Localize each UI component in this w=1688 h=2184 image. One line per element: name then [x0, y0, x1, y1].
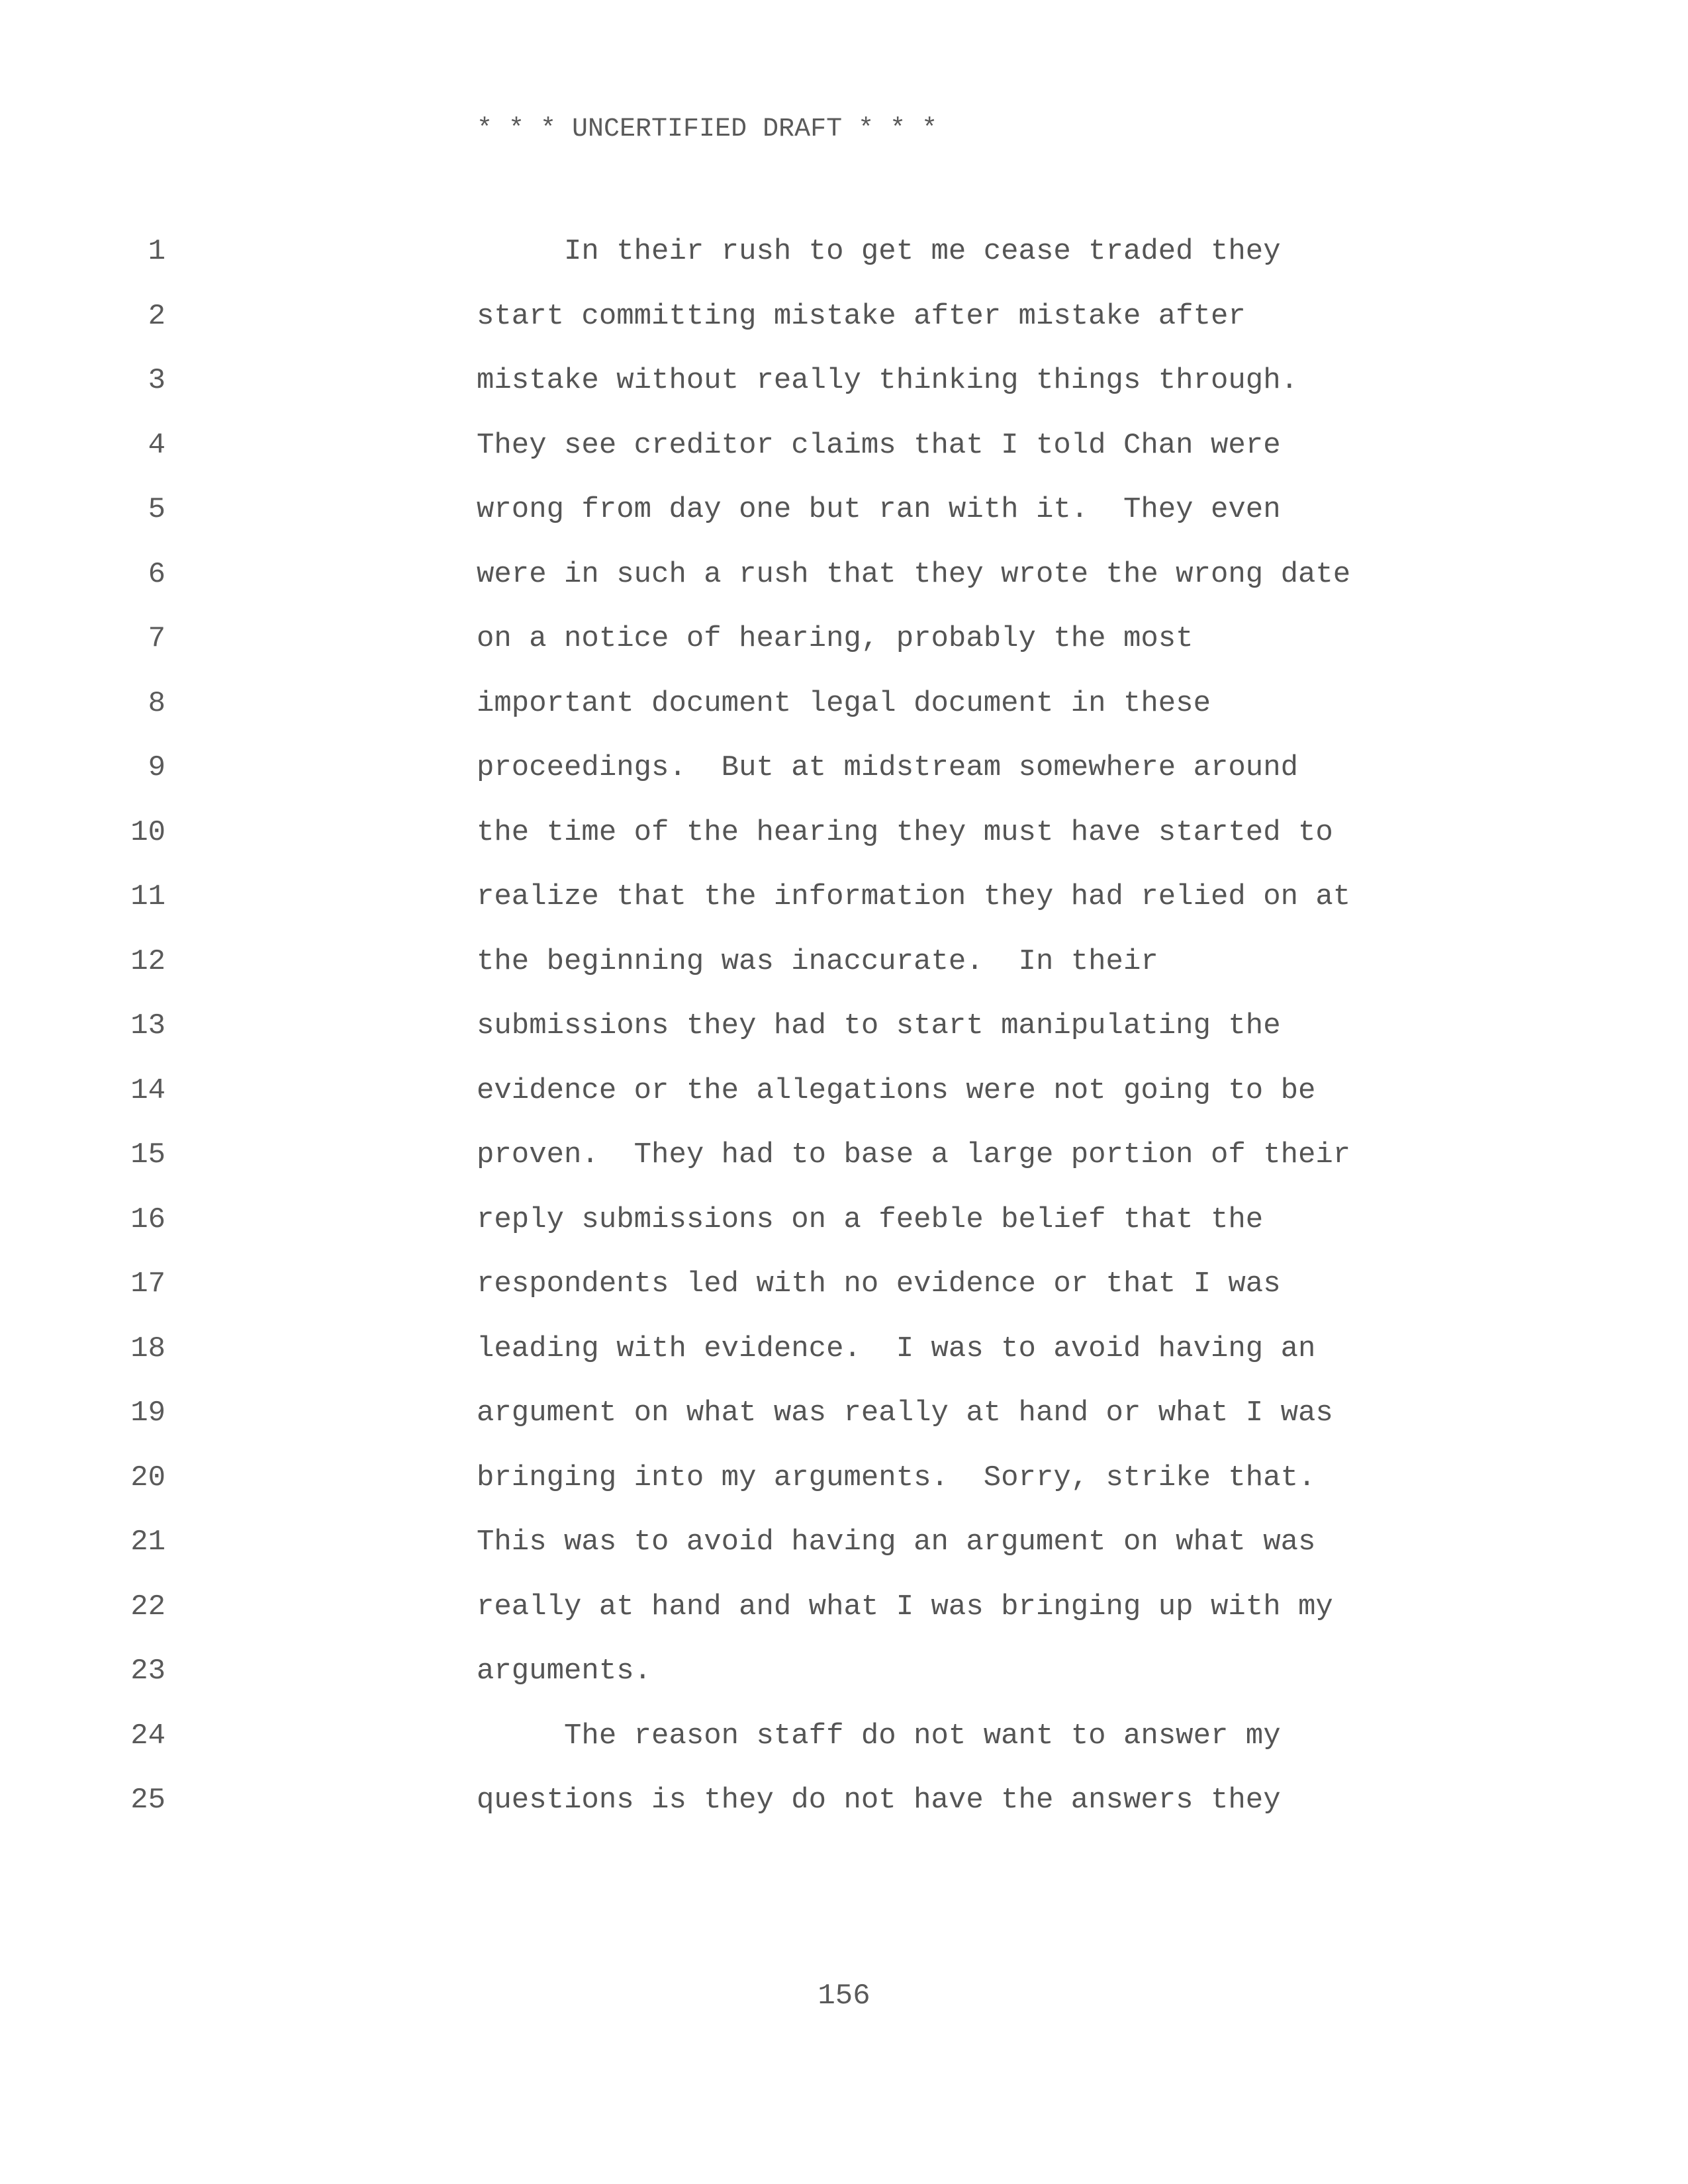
line-text: the time of the hearing they must have started to: [477, 815, 1333, 849]
line-text: were in such a rush that they wrote the wrong date: [477, 557, 1351, 591]
line-number: 22: [130, 1590, 165, 1623]
line-text: proceedings. But at midstream somewhere around: [477, 751, 1299, 784]
line-number: 5: [148, 493, 165, 526]
line-text: mistake without really thinking things through.: [477, 364, 1299, 397]
line-text: bringing into my arguments. Sorry, strike that.: [477, 1461, 1316, 1494]
transcript-line: [0, 877, 1688, 942]
draft-header: * * * UNCERTIFIED DRAFT * * *: [477, 114, 938, 144]
line-text: on a notice of hearing, probably the most: [477, 622, 1194, 655]
line-number: 17: [130, 1267, 165, 1300]
line-number: 14: [130, 1073, 165, 1107]
transcript-line: [0, 1716, 1688, 1781]
line-text: They see creditor claims that I told Chan were: [477, 428, 1281, 462]
transcript-body: [0, 232, 1688, 1845]
line-text: wrong from day one but ran with it. They even: [477, 493, 1281, 526]
transcript-line: [0, 1006, 1688, 1071]
page-number: 156: [818, 1979, 870, 2013]
transcript-line: [0, 296, 1688, 361]
transcript-line: [0, 1200, 1688, 1265]
line-text: leading with evidence. I was to avoid having an: [477, 1332, 1316, 1365]
transcript-line: [0, 684, 1688, 749]
line-number: 13: [130, 1009, 165, 1042]
transcript-line: [0, 1587, 1688, 1652]
transcript-line: [0, 748, 1688, 813]
line-number: 23: [130, 1655, 165, 1688]
line-number: 6: [148, 557, 165, 591]
line-text: start committing mistake after mistake after: [477, 299, 1246, 333]
line-number: 15: [130, 1138, 165, 1171]
transcript-line: [0, 555, 1688, 619]
line-number: 10: [130, 815, 165, 849]
line-text: proven. They had to base a large portion of their: [477, 1138, 1351, 1171]
transcript-line: [0, 813, 1688, 878]
line-number: 18: [130, 1332, 165, 1365]
line-text: submissions they had to start manipulating the: [477, 1009, 1281, 1042]
line-text: questions is they do not have the answers they: [477, 1784, 1281, 1817]
line-text: realize that the information they had relied on at: [477, 880, 1351, 913]
line-number: 7: [148, 622, 165, 655]
line-text: evidence or the allegations were not going to be: [477, 1073, 1316, 1107]
line-number: 12: [130, 944, 165, 978]
line-number: 9: [148, 751, 165, 784]
line-number: 19: [130, 1396, 165, 1430]
line-text: argument on what was really at hand or what I was: [477, 1396, 1333, 1430]
transcript-line: [0, 490, 1688, 555]
transcript-line: [0, 1393, 1688, 1458]
transcript-line: [0, 1071, 1688, 1136]
line-text: This was to avoid having an argument on what was: [477, 1525, 1316, 1559]
transcript-line: [0, 361, 1688, 426]
line-number: 3: [148, 364, 165, 397]
line-number: 24: [130, 1719, 165, 1752]
line-number: 4: [148, 428, 165, 462]
line-number: 2: [148, 299, 165, 333]
line-text: The reason staff do not want to answer my: [477, 1719, 1281, 1752]
line-number: 25: [130, 1784, 165, 1817]
line-number: 16: [130, 1203, 165, 1236]
line-text: the beginning was inaccurate. In their: [477, 944, 1158, 978]
transcript-line: [0, 1780, 1688, 1845]
transcript-line: [0, 1264, 1688, 1329]
transcript-line: [0, 426, 1688, 490]
transcript-line: [0, 942, 1688, 1007]
transcript-line: [0, 1329, 1688, 1394]
line-number: 11: [130, 880, 165, 913]
line-number: 8: [148, 686, 165, 720]
transcript-line: [0, 1458, 1688, 1523]
line-text: In their rush to get me cease traded they: [477, 235, 1281, 268]
line-number: 1: [148, 235, 165, 268]
line-text: arguments.: [477, 1655, 652, 1688]
transcript-line: [0, 1135, 1688, 1200]
line-text: important document legal document in these: [477, 686, 1211, 720]
line-number: 20: [130, 1461, 165, 1494]
transcript-line: [0, 1651, 1688, 1716]
line-text: really at hand and what I was bringing up with my: [477, 1590, 1333, 1623]
line-text: reply submissions on a feeble belief that the: [477, 1203, 1264, 1236]
line-text: respondents led with no evidence or that I was: [477, 1267, 1281, 1300]
transcript-line: [0, 1522, 1688, 1587]
transcript-line: [0, 232, 1688, 296]
line-number: 21: [130, 1525, 165, 1559]
transcript-line: [0, 619, 1688, 684]
